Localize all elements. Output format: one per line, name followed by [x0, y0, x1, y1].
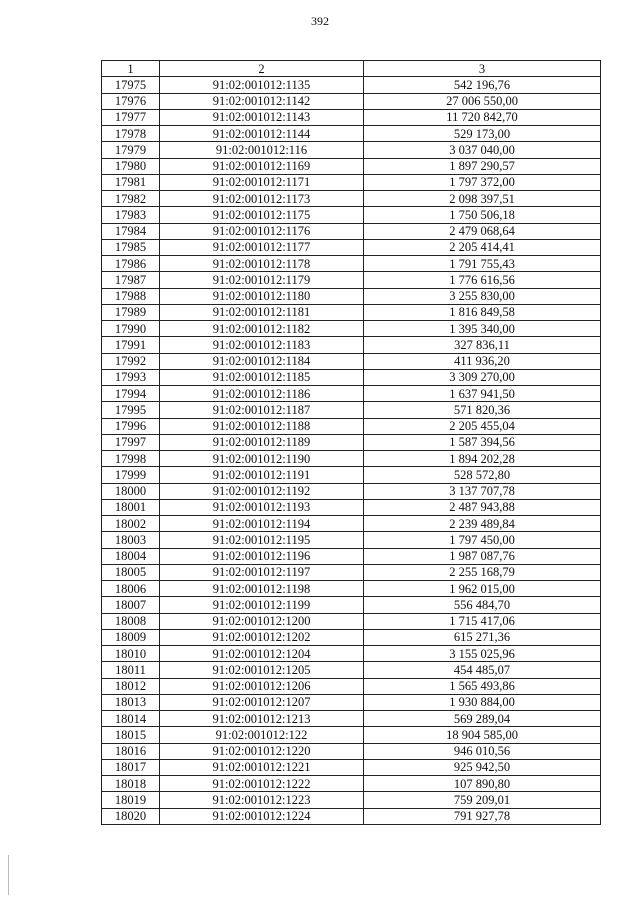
row-number-cell: 18009	[102, 629, 160, 645]
cadastral-value-cell: 1 797 450,00	[364, 532, 601, 548]
cadastral-number-cell: 91:02:001012:1223	[160, 792, 364, 808]
row-number-cell: 18002	[102, 516, 160, 532]
cadastral-number-cell: 91:02:001012:1221	[160, 759, 364, 775]
cadastral-number-cell: 91:02:001012:1176	[160, 223, 364, 239]
cadastral-value-cell: 1 395 340,00	[364, 321, 601, 337]
row-number-cell: 17986	[102, 256, 160, 272]
cadastral-value-table	[101, 60, 601, 825]
row-number-cell: 18015	[102, 727, 160, 743]
table-row	[102, 174, 601, 190]
cadastral-value-cell: 27 006 550,00	[364, 93, 601, 109]
cadastral-number-cell: 91:02:001012:1185	[160, 369, 364, 385]
cadastral-number-cell: 91:02:001012:1188	[160, 418, 364, 434]
row-number-cell: 18005	[102, 564, 160, 580]
cadastral-number-cell: 91:02:001012:1143	[160, 109, 364, 125]
table-row	[102, 467, 601, 483]
cadastral-value-cell: 946 010,56	[364, 743, 601, 759]
cadastral-value-cell: 2 239 489,84	[364, 516, 601, 532]
cadastral-value-cell: 571 820,36	[364, 402, 601, 418]
table-row	[102, 629, 601, 645]
cadastral-number-cell: 91:02:001012:1184	[160, 353, 364, 369]
row-number-cell: 18018	[102, 776, 160, 792]
row-number-cell: 17988	[102, 288, 160, 304]
cadastral-number-cell: 91:02:001012:1224	[160, 808, 364, 824]
cadastral-number-cell: 91:02:001012:1135	[160, 77, 364, 93]
row-number-cell: 17976	[102, 93, 160, 109]
table-row	[102, 126, 601, 142]
cadastral-number-cell: 91:02:001012:1199	[160, 597, 364, 613]
row-number-cell: 17996	[102, 418, 160, 434]
row-number-cell: 17998	[102, 451, 160, 467]
table-row	[102, 597, 601, 613]
cadastral-value-cell: 3 255 830,00	[364, 288, 601, 304]
cadastral-number-cell: 91:02:001012:122	[160, 727, 364, 743]
cadastral-value-cell: 454 485,07	[364, 662, 601, 678]
row-number-cell: 17995	[102, 402, 160, 418]
cadastral-number-cell: 91:02:001012:1187	[160, 402, 364, 418]
cadastral-value-cell: 1 565 493,86	[364, 678, 601, 694]
cadastral-number-cell: 91:02:001012:1205	[160, 662, 364, 678]
cadastral-number-cell: 91:02:001012:1200	[160, 613, 364, 629]
table-row	[102, 743, 601, 759]
cadastral-value-cell: 107 890,80	[364, 776, 601, 792]
cadastral-number-cell: 91:02:001012:1207	[160, 694, 364, 710]
row-number-cell: 18014	[102, 711, 160, 727]
table-row	[102, 581, 601, 597]
row-number-cell: 18012	[102, 678, 160, 694]
row-number-cell: 17985	[102, 239, 160, 255]
table-row	[102, 223, 601, 239]
cadastral-value-cell: 1 894 202,28	[364, 451, 601, 467]
table-row	[102, 759, 601, 775]
cadastral-value-cell: 925 942,50	[364, 759, 601, 775]
row-number-cell: 18017	[102, 759, 160, 775]
row-number-cell: 17975	[102, 77, 160, 93]
cadastral-number-cell: 91:02:001012:1179	[160, 272, 364, 288]
cadastral-number-cell: 91:02:001012:1202	[160, 629, 364, 645]
cadastral-value-cell: 1 987 087,76	[364, 548, 601, 564]
cadastral-number-cell: 91:02:001012:1186	[160, 386, 364, 402]
row-number-cell: 17977	[102, 109, 160, 125]
table-row	[102, 191, 601, 207]
row-number-cell: 17980	[102, 158, 160, 174]
cadastral-value-cell: 1 715 417,06	[364, 613, 601, 629]
table-row	[102, 776, 601, 792]
table-row	[102, 418, 601, 434]
table-row	[102, 483, 601, 499]
cadastral-number-cell: 91:02:001012:1204	[160, 646, 364, 662]
row-number-cell: 18004	[102, 548, 160, 564]
table-row	[102, 499, 601, 515]
cadastral-number-cell: 91:02:001012:116	[160, 142, 364, 158]
row-number-cell: 18003	[102, 532, 160, 548]
row-number-cell: 17979	[102, 142, 160, 158]
row-number-cell: 17981	[102, 174, 160, 190]
table-row	[102, 792, 601, 808]
table-row	[102, 548, 601, 564]
row-number-cell: 17991	[102, 337, 160, 353]
scan-margin-line	[8, 855, 9, 895]
cadastral-value-cell: 18 904 585,00	[364, 727, 601, 743]
cadastral-number-cell: 91:02:001012:1177	[160, 239, 364, 255]
table-row	[102, 386, 601, 402]
row-number-cell: 18008	[102, 613, 160, 629]
row-number-cell: 17978	[102, 126, 160, 142]
cadastral-value-cell: 1 791 755,43	[364, 256, 601, 272]
table-row	[102, 93, 601, 109]
row-number-cell: 17990	[102, 321, 160, 337]
table-header-row	[102, 61, 601, 77]
row-number-cell: 17983	[102, 207, 160, 223]
row-number-cell: 17994	[102, 386, 160, 402]
row-number-cell: 18019	[102, 792, 160, 808]
row-number-cell: 17984	[102, 223, 160, 239]
table-row	[102, 353, 601, 369]
cadastral-value-cell: 1 587 394,56	[364, 434, 601, 450]
cadastral-number-cell: 91:02:001012:1173	[160, 191, 364, 207]
cadastral-number-cell: 91:02:001012:1171	[160, 174, 364, 190]
cadastral-number-cell: 91:02:001012:1195	[160, 532, 364, 548]
cadastral-value-cell: 1 962 015,00	[364, 581, 601, 597]
cadastral-value-cell: 1 816 849,58	[364, 304, 601, 320]
row-number-cell: 18007	[102, 597, 160, 613]
cadastral-value-cell: 556 484,70	[364, 597, 601, 613]
table-row	[102, 678, 601, 694]
cadastral-value-cell: 759 209,01	[364, 792, 601, 808]
table-row	[102, 808, 601, 824]
table-row	[102, 77, 601, 93]
row-number-cell: 18010	[102, 646, 160, 662]
row-number-cell: 17992	[102, 353, 160, 369]
cadastral-value-cell: 3 137 707,78	[364, 483, 601, 499]
row-number-cell: 18016	[102, 743, 160, 759]
cadastral-value-cell: 2 487 943,88	[364, 499, 601, 515]
column-header-cadastral-number: 2	[160, 61, 364, 77]
column-header-value: 3	[364, 61, 601, 77]
cadastral-number-cell: 91:02:001012:1213	[160, 711, 364, 727]
cadastral-value-cell: 3 037 040,00	[364, 142, 601, 158]
table-row	[102, 256, 601, 272]
row-number-cell: 18013	[102, 694, 160, 710]
table-body	[102, 77, 601, 825]
table-row	[102, 142, 601, 158]
cadastral-number-cell: 91:02:001012:1194	[160, 516, 364, 532]
cadastral-number-cell: 91:02:001012:1181	[160, 304, 364, 320]
table-row	[102, 646, 601, 662]
cadastral-value-cell: 1 930 884,00	[364, 694, 601, 710]
table-row	[102, 321, 601, 337]
table-row	[102, 434, 601, 450]
table-row	[102, 613, 601, 629]
table-row	[102, 337, 601, 353]
cadastral-value-cell: 542 196,76	[364, 77, 601, 93]
cadastral-value-cell: 1 797 372,00	[364, 174, 601, 190]
cadastral-value-cell: 3 309 270,00	[364, 369, 601, 385]
cadastral-number-cell: 91:02:001012:1220	[160, 743, 364, 759]
cadastral-value-cell: 1 750 506,18	[364, 207, 601, 223]
row-number-cell: 18006	[102, 581, 160, 597]
table-row	[102, 662, 601, 678]
row-number-cell: 17997	[102, 434, 160, 450]
cadastral-value-cell: 411 936,20	[364, 353, 601, 369]
cadastral-value-cell: 2 479 068,64	[364, 223, 601, 239]
row-number-cell: 18000	[102, 483, 160, 499]
row-number-cell: 17989	[102, 304, 160, 320]
table-row	[102, 516, 601, 532]
cadastral-number-cell: 91:02:001012:1193	[160, 499, 364, 515]
cadastral-number-cell: 91:02:001012:1192	[160, 483, 364, 499]
table-row	[102, 711, 601, 727]
page-number: 392	[311, 14, 329, 28]
column-header-number: 1	[102, 61, 160, 77]
cadastral-number-cell: 91:02:001012:1191	[160, 467, 364, 483]
cadastral-value-cell: 3 155 025,96	[364, 646, 601, 662]
cadastral-value-cell: 2 205 455,04	[364, 418, 601, 434]
cadastral-value-cell: 1 637 941,50	[364, 386, 601, 402]
table-row	[102, 304, 601, 320]
table-row	[102, 369, 601, 385]
cadastral-number-cell: 91:02:001012:1182	[160, 321, 364, 337]
cadastral-value-cell: 615 271,36	[364, 629, 601, 645]
cadastral-value-cell: 2 255 168,79	[364, 564, 601, 580]
table-row	[102, 532, 601, 548]
cadastral-number-cell: 91:02:001012:1222	[160, 776, 364, 792]
cadastral-number-cell: 91:02:001012:1197	[160, 564, 364, 580]
row-number-cell: 17999	[102, 467, 160, 483]
table-row	[102, 207, 601, 223]
cadastral-number-cell: 91:02:001012:1196	[160, 548, 364, 564]
cadastral-value-cell: 2 205 414,41	[364, 239, 601, 255]
row-number-cell: 17993	[102, 369, 160, 385]
cadastral-number-cell: 91:02:001012:1169	[160, 158, 364, 174]
cadastral-number-cell: 91:02:001012:1178	[160, 256, 364, 272]
cadastral-value-cell: 2 098 397,51	[364, 191, 601, 207]
cadastral-number-cell: 91:02:001012:1175	[160, 207, 364, 223]
table-row	[102, 288, 601, 304]
table-row	[102, 694, 601, 710]
table-row	[102, 158, 601, 174]
cadastral-value-cell: 1 776 616,56	[364, 272, 601, 288]
table-row	[102, 109, 601, 125]
cadastral-number-cell: 91:02:001012:1189	[160, 434, 364, 450]
row-number-cell: 18020	[102, 808, 160, 824]
cadastral-value-cell: 569 289,04	[364, 711, 601, 727]
cadastral-number-cell: 91:02:001012:1183	[160, 337, 364, 353]
table-row	[102, 402, 601, 418]
table-row	[102, 272, 601, 288]
cadastral-value-cell: 11 720 842,70	[364, 109, 601, 125]
row-number-cell: 17987	[102, 272, 160, 288]
cadastral-value-cell: 327 836,11	[364, 337, 601, 353]
cadastral-value-cell: 1 897 290,57	[364, 158, 601, 174]
cadastral-number-cell: 91:02:001012:1180	[160, 288, 364, 304]
cadastral-number-cell: 91:02:001012:1206	[160, 678, 364, 694]
cadastral-value-cell: 791 927,78	[364, 808, 601, 824]
table-row	[102, 451, 601, 467]
cadastral-number-cell: 91:02:001012:1144	[160, 126, 364, 142]
cadastral-number-cell: 91:02:001012:1198	[160, 581, 364, 597]
table-row	[102, 727, 601, 743]
cadastral-number-cell: 91:02:001012:1190	[160, 451, 364, 467]
row-number-cell: 18001	[102, 499, 160, 515]
table-row	[102, 564, 601, 580]
cadastral-number-cell: 91:02:001012:1142	[160, 93, 364, 109]
table-row	[102, 239, 601, 255]
cadastral-value-cell: 528 572,80	[364, 467, 601, 483]
cadastral-value-cell: 529 173,00	[364, 126, 601, 142]
row-number-cell: 17982	[102, 191, 160, 207]
row-number-cell: 18011	[102, 662, 160, 678]
